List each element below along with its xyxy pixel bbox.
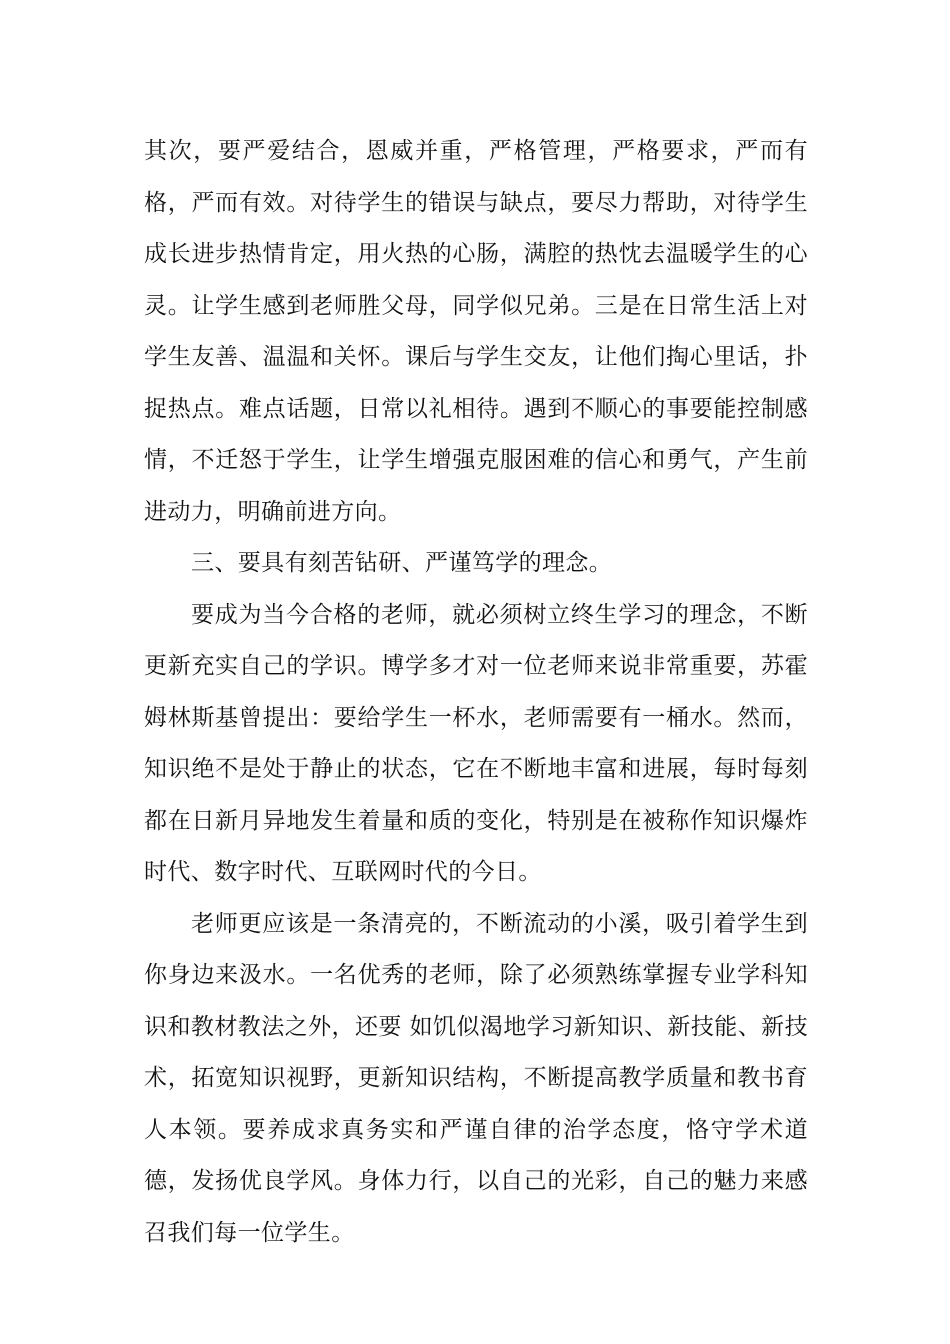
paragraph-lifelong-learning: 要成为当今合格的老师，就必须树立终生学习的理念，不断更新充实自己的学识。博学多才对一位老师来说非常重要，苏霍姆林斯基曾提出：要给学生一杯水，老师需要有一桶水。然而，知识绝不是处于静止的状态，它在不断地丰富和进展，每时每刻都在日新月异地发生着量和质的变化，特别是在被称作知识爆炸时代、数字时代、互联网时代的今日。 [144, 601, 808, 885]
section-heading-three: 三、要具有刻苦钻研、严谨笃学的理念。 [191, 550, 613, 576]
paragraph-strictness-and-love: 其次，要严爱结合，恩威并重，严格管理，严格要求，严而有格，严而有效。对待学生的错误与缺点，要尽力帮助，对待学生成长进步热情肯定，用火热的心肠，满腔的热忱去温暖学生的心灵。让学生感到老师胜父母，同学似兄弟。三是在日常生活上对学生友善、温温和关怀。课后与学生交友，让他们掏心里话，扑捉热点。难点话题，日常以礼相待。遇到不顺心的事要能控制感情，不迁怒于学生，让学生增强克服困难的信心和勇气，产生前进动力，明确前进方向。 [144, 138, 808, 525]
body-text [144, 126, 808, 1259]
paragraph-teacher-as-stream: 老师更应该是一条清亮的，不断流动的小溪，吸引着学生到你身边来汲水。一名优秀的老师，除了必须熟练掌握专业学科知识和教材教法之外，还要 如饥似渴地学习新知识、新技能、新技术，拓宽知识视野，更新知识结构，不断提高教学质量和教书育人本领。要养成求真务实和严谨自律的治学态度，恪守学术道德，发扬优良学风。身体力行，以自己的光彩，自己的魅力来感召我们每一位学生。 [144, 910, 808, 1246]
